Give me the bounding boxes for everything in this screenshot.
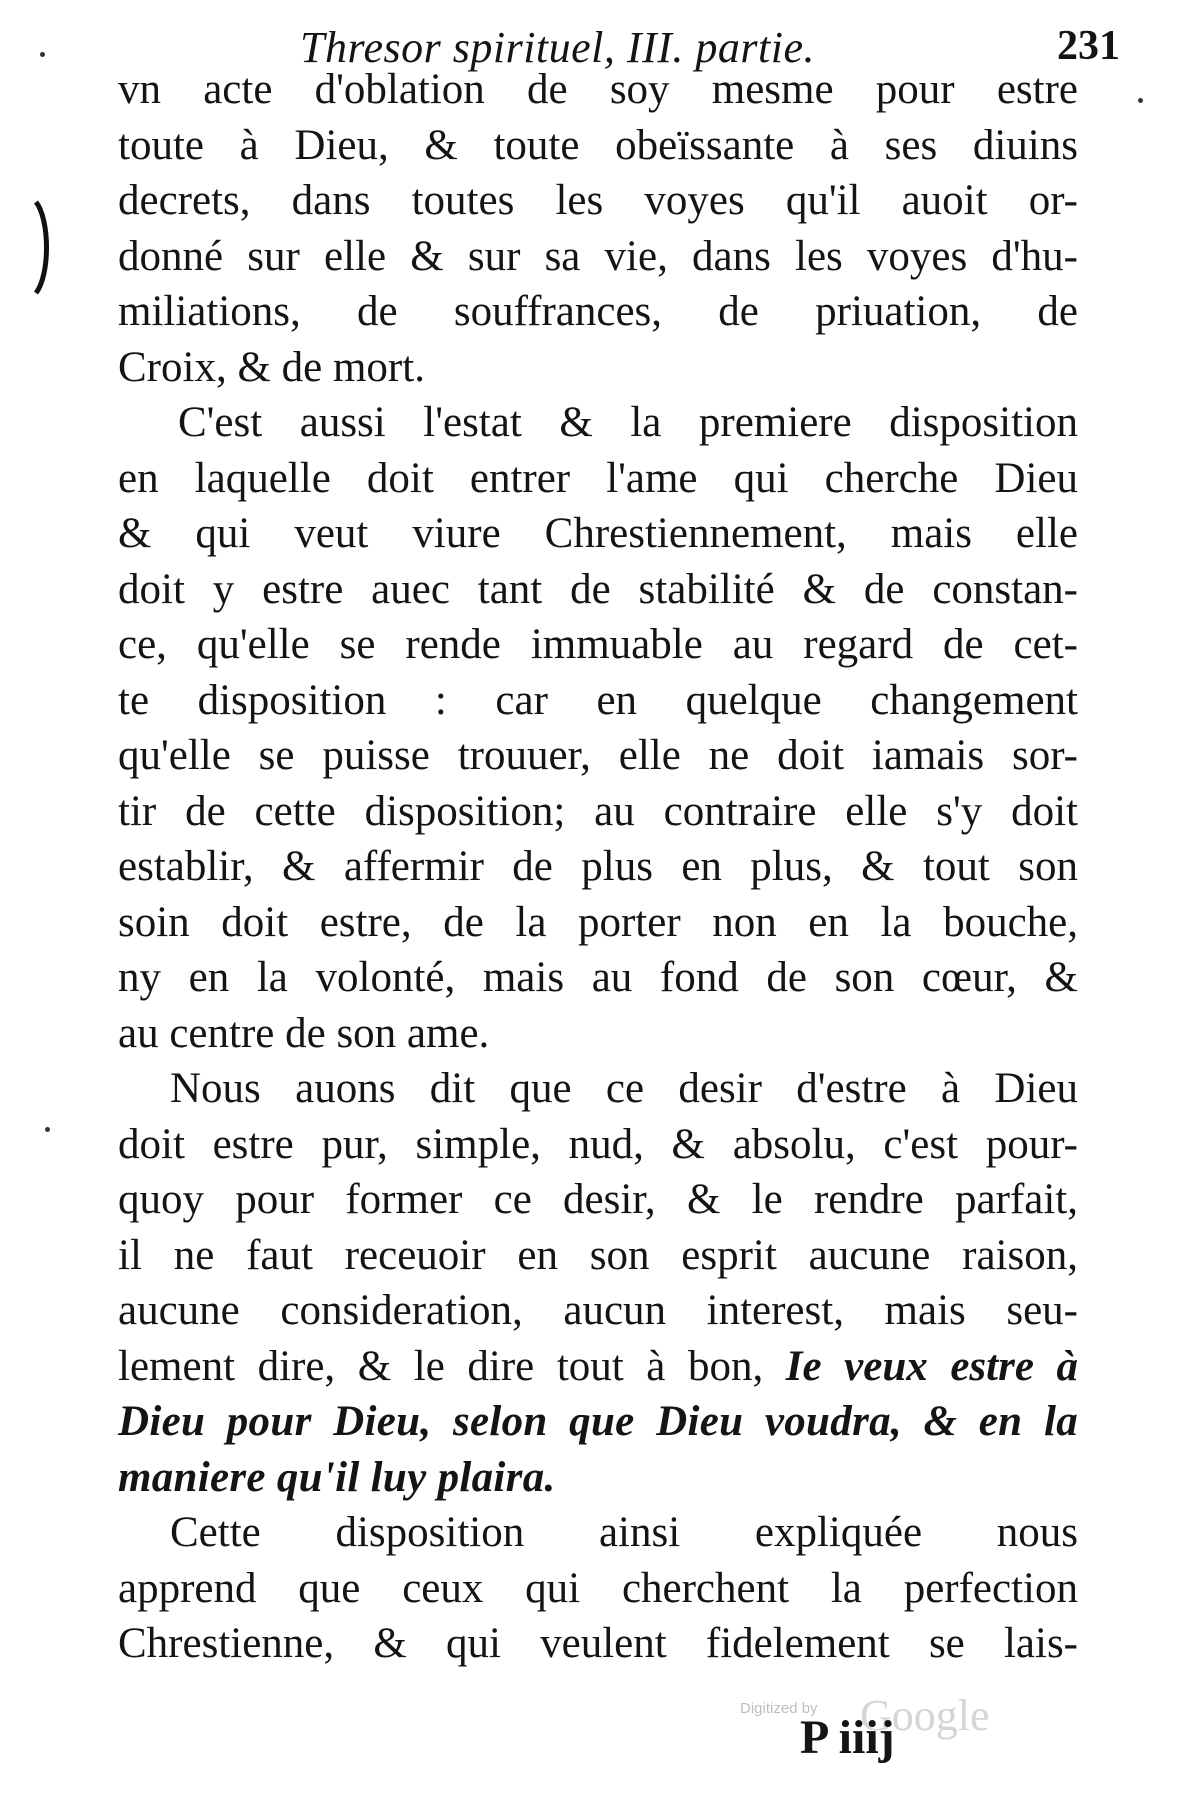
paragraph-start: Nous auons dit que ce desir d'estre à Dieu [170, 1065, 1078, 1112]
paragraph-start: C'est aussi l'estat & la premiere disposition [178, 399, 1078, 446]
text-line: ce, qu'elle se rende immuable au regard de cet- [118, 621, 1078, 668]
text-line: quoy pour former ce desir, & le rendre parfait, [118, 1176, 1078, 1223]
text-line: aucune consideration, aucun interest, mais seu- [118, 1287, 1078, 1334]
margin-bracket-mark [32, 200, 58, 295]
text-line-with-italic [118, 1339, 1078, 1395]
signature-mark: P iiij [800, 1711, 895, 1764]
ink-speck [45, 1127, 50, 1132]
text-line: miliations, de souffrances, de priuation, de [118, 288, 1078, 335]
text-line: decrets, dans toutes les voyes qu'il auoit or- [118, 177, 1078, 224]
text-line: tir de cette disposition; au contraire elle s'y doit [118, 787, 1078, 835]
google-logo: Google [860, 1691, 990, 1740]
italic-line: maniere qu'il luy plaira. [118, 1453, 556, 1501]
text-line: vn acte d'oblation de soy mesme pour estre [118, 66, 1078, 113]
text-line: doit estre pur, simple, nud, & absolu, c'est pour- [118, 1120, 1078, 1168]
text-line-roman: lement dire, & le dire tout à bon, [118, 1342, 764, 1390]
ink-speck [40, 52, 45, 57]
text-line: Chrestienne, & qui veulent fidelement se lais- [118, 1620, 1078, 1667]
paragraph-start: Cette disposition ainsi expliquée nous [170, 1509, 1078, 1556]
page-footer [740, 1691, 1040, 1790]
italic-quote: Ie veux estre à [785, 1342, 1078, 1390]
text-line: te disposition : car en quelque changement [118, 676, 1078, 724]
text-line: donné sur elle & sur sa vie, dans les voyes d'hu- [118, 232, 1078, 280]
ink-speck [1138, 98, 1143, 103]
running-head: Thresor spirituel, III. partie. [300, 23, 815, 72]
text-line: au centre de son ame. [118, 1009, 490, 1057]
text-line: & qui veut viure Chrestiennement, mais elle [118, 510, 1078, 557]
text-line: doit y estre auec tant de stabilité & de constan- [118, 565, 1078, 613]
text-line: toute à Dieu, & toute obeïssante à ses diuins [118, 121, 1078, 169]
body-text [118, 62, 1078, 1672]
text-line: apprend que ceux qui cherchent la perfection [118, 1564, 1078, 1612]
text-line: il ne faut receuoir en son esprit aucune raison, [118, 1231, 1078, 1279]
text-line: Croix, & de mort. [118, 343, 425, 391]
text-line: ny en la volonté, mais au fond de son cœur, & [118, 954, 1078, 1001]
text-line: qu'elle se puisse trouuer, elle ne doit iamais sor- [118, 732, 1078, 779]
text-line: soin doit estre, de la porter non en la bouche, [118, 898, 1078, 946]
digitized-watermark: Digitized by [740, 1700, 818, 1717]
text-line: establir, & affermir de plus en plus, & tout son [118, 843, 1078, 890]
text-line: en laquelle doit entrer l'ame qui cherche Dieu [118, 454, 1078, 502]
italic-line: Dieu pour Dieu, selon que Dieu voudra, & en la [118, 1398, 1078, 1445]
page-number: 231 [1057, 23, 1120, 69]
